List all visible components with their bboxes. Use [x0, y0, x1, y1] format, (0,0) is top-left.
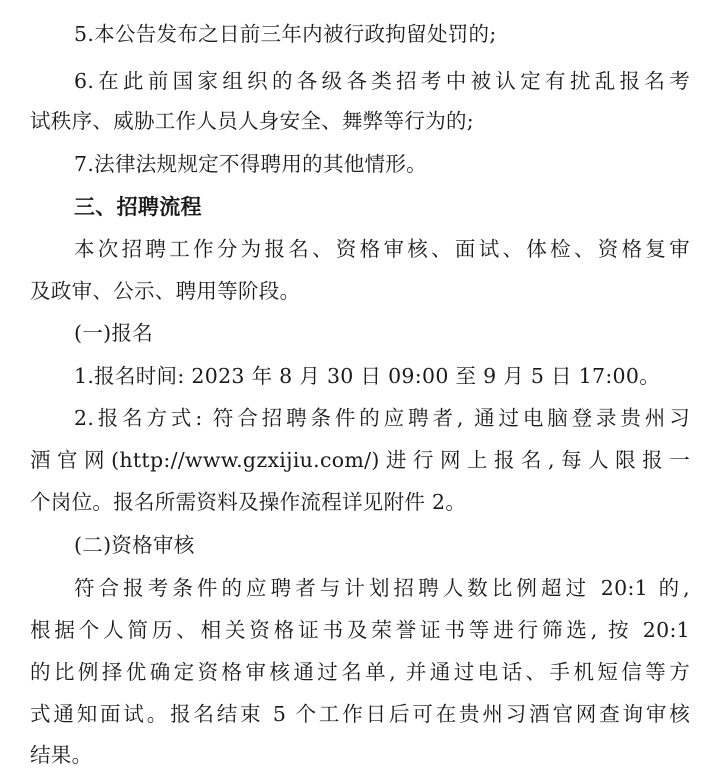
paragraph-line: 符合报考条件的应聘者与计划招聘人数比例超过 20:1 的,	[74, 576, 690, 600]
paragraph-line: 5.本公告发布之日前三年内被行政拘留处罚的;	[74, 22, 497, 46]
paragraph-line: 7.法律法规规定不得聘用的其他情形。	[74, 152, 427, 176]
paragraph-line: 及政审、公示、聘用等阶段。	[30, 279, 301, 303]
paragraph-line: 酒官网(http://www.gzxijiu.com/)进行网上报名,每人限报一	[30, 448, 690, 472]
paragraph-line: 的比例择优确定资格审核通过名单, 并通过电话、手机短信等方	[30, 660, 690, 684]
paragraph-line: 试秩序、威胁工作人员人身安全、舞弊等行为的;	[30, 109, 475, 133]
paragraph-line: 6.在此前国家组织的各级各类招考中被认定有扰乱报名考	[74, 69, 690, 93]
subsection-heading: (一)报名	[74, 321, 153, 345]
paragraph-line: 1.报名时间: 2023 年 8 月 30 日 09:00 至 9 月 5 日 17:00。	[74, 364, 661, 388]
subsection-heading: (二)资格审核	[74, 533, 195, 557]
paragraph-line: 本次招聘工作分为报名、资格审核、面试、体检、资格复审	[74, 237, 690, 261]
paragraph-line: 个岗位。报名所需资料及操作流程详见附件 2。	[30, 490, 467, 514]
section-heading: 三、招聘流程	[74, 195, 202, 219]
paragraph-line: 式通知面试。报名结束 5 个工作日后可在贵州习酒官网查询审核	[30, 702, 690, 726]
paragraph-line: 2.报名方式: 符合招聘条件的应聘者, 通过电脑登录贵州习	[74, 406, 690, 430]
paragraph-line: 结果。	[30, 743, 93, 767]
paragraph-line: 根据个人简历、相关资格证书及荣誉证书等进行筛选, 按 20:1	[30, 618, 690, 642]
